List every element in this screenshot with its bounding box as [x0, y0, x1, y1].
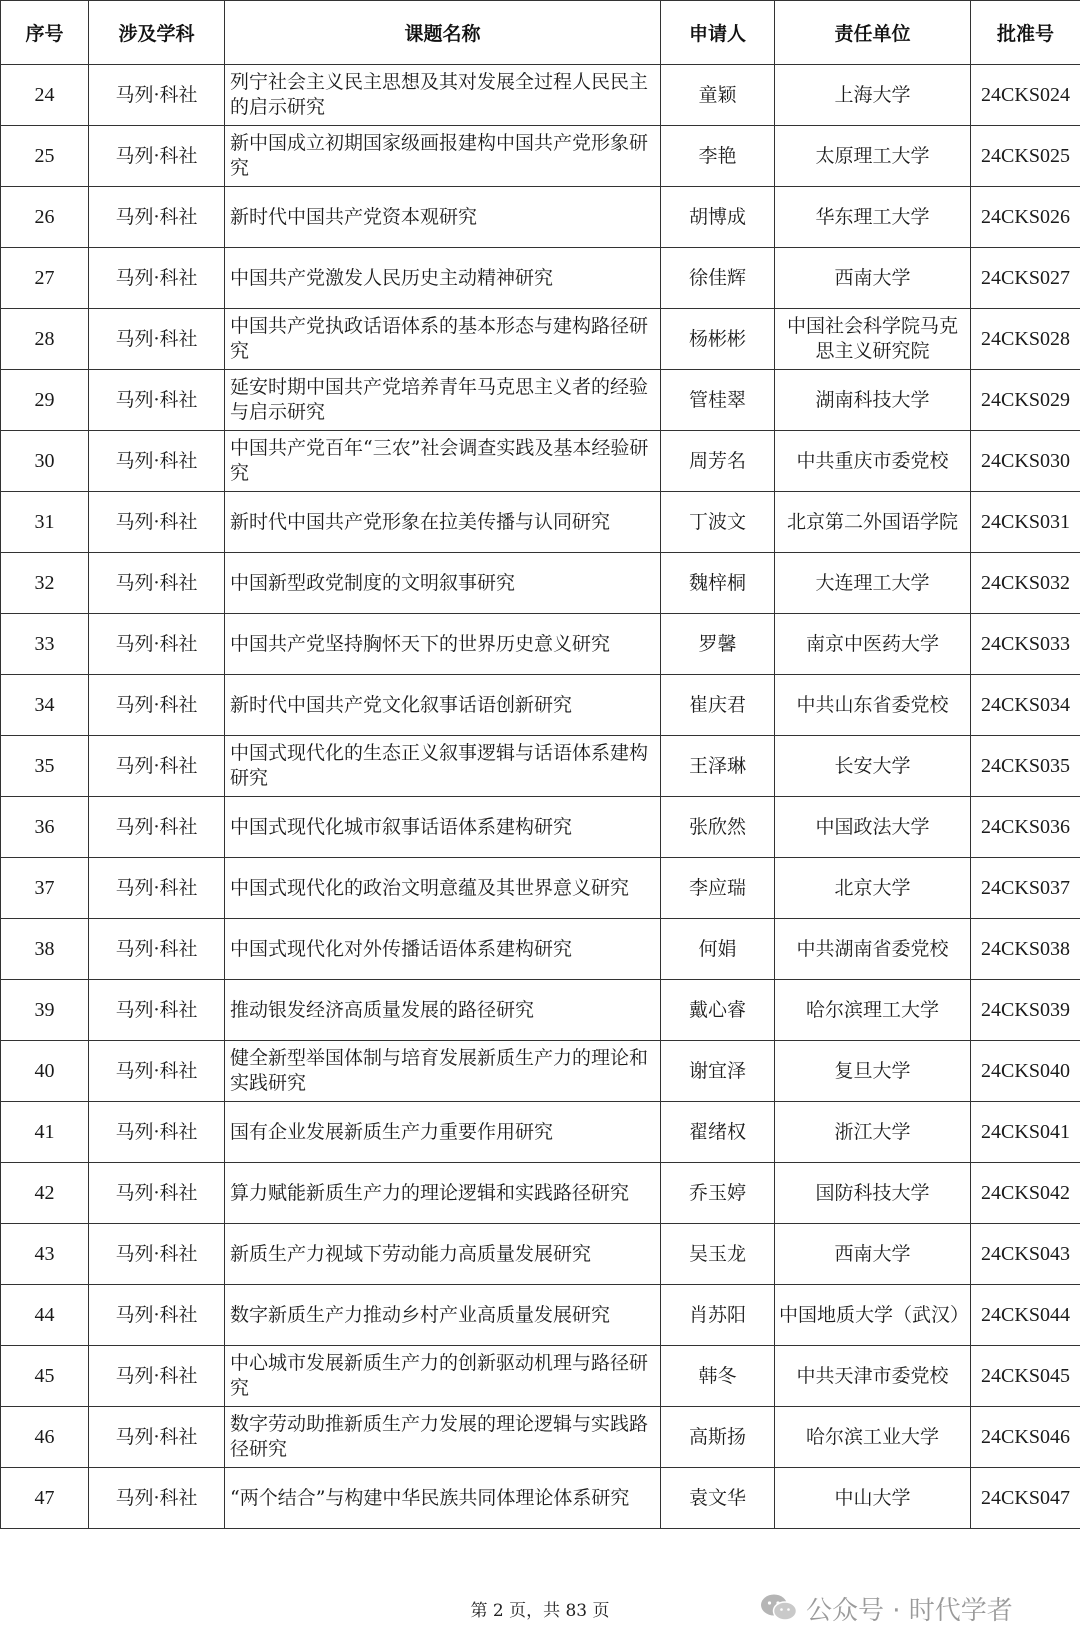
table-row	[1, 370, 1080, 431]
table-row	[1, 309, 1080, 370]
cell-unit: 中国地质大学（武汉）	[775, 1285, 971, 1346]
cell-applicant: 韩冬	[661, 1346, 775, 1407]
cell-subject: 马列·科社	[89, 309, 225, 370]
cell-unit: 中国社会科学院马克思主义研究院	[775, 309, 971, 370]
cell-unit: 中山大学	[775, 1468, 971, 1529]
cell-title: 数字新质生产力推动乡村产业高质量发展研究	[225, 1285, 661, 1346]
cell-title: 中国式现代化城市叙事话语体系建构研究	[225, 797, 661, 858]
cell-subject: 马列·科社	[89, 1346, 225, 1407]
cell-unit: 华东理工大学	[775, 187, 971, 248]
header-seq: 序号	[1, 1, 89, 65]
cell-title: 推动银发经济高质量发展的路径研究	[225, 980, 661, 1041]
cell-unit: 哈尔滨工业大学	[775, 1407, 971, 1468]
cell-subject: 马列·科社	[89, 675, 225, 736]
table-row	[1, 1102, 1080, 1163]
cell-title: 新时代中国共产党资本观研究	[225, 187, 661, 248]
cell-applicant: 吴玉龙	[661, 1224, 775, 1285]
cell-seq: 27	[1, 248, 89, 309]
cell-approval-no: 24CKS028	[971, 309, 1080, 370]
cell-unit: 长安大学	[775, 736, 971, 797]
cell-subject: 马列·科社	[89, 431, 225, 492]
cell-subject: 马列·科社	[89, 126, 225, 187]
cell-applicant: 翟绪权	[661, 1102, 775, 1163]
table-row	[1, 553, 1080, 614]
cell-subject: 马列·科社	[89, 919, 225, 980]
cell-approval-no: 24CKS040	[971, 1041, 1080, 1102]
cell-applicant: 崔庆君	[661, 675, 775, 736]
cell-seq: 41	[1, 1102, 89, 1163]
page-footer: 第 2 页，共 83 页	[0, 1596, 1080, 1621]
cell-seq: 32	[1, 553, 89, 614]
cell-approval-no: 24CKS037	[971, 858, 1080, 919]
cell-seq: 33	[1, 614, 89, 675]
cell-unit: 中共湖南省委党校	[775, 919, 971, 980]
cell-applicant: 肖苏阳	[661, 1285, 775, 1346]
cell-approval-no: 24CKS045	[971, 1346, 1080, 1407]
cell-seq: 35	[1, 736, 89, 797]
cell-applicant: 高斯扬	[661, 1407, 775, 1468]
cell-unit: 南京中医药大学	[775, 614, 971, 675]
cell-applicant: 徐佳辉	[661, 248, 775, 309]
cell-subject: 马列·科社	[89, 1041, 225, 1102]
cell-title: 中国共产党激发人民历史主动精神研究	[225, 248, 661, 309]
cell-applicant: 杨彬彬	[661, 309, 775, 370]
cell-seq: 47	[1, 1468, 89, 1529]
cell-subject: 马列·科社	[89, 614, 225, 675]
table-row	[1, 919, 1080, 980]
cell-unit: 中共天津市委党校	[775, 1346, 971, 1407]
cell-title: 新时代中国共产党形象在拉美传播与认同研究	[225, 492, 661, 553]
cell-approval-no: 24CKS025	[971, 126, 1080, 187]
cell-applicant: 张欣然	[661, 797, 775, 858]
table-row	[1, 492, 1080, 553]
cell-unit: 北京大学	[775, 858, 971, 919]
cell-title: 中国共产党执政话语体系的基本形态与建构路径研究	[225, 309, 661, 370]
cell-seq: 25	[1, 126, 89, 187]
cell-seq: 39	[1, 980, 89, 1041]
cell-approval-no: 24CKS041	[971, 1102, 1080, 1163]
cell-seq: 29	[1, 370, 89, 431]
cell-unit: 哈尔滨理工大学	[775, 980, 971, 1041]
cell-unit: 国防科技大学	[775, 1163, 971, 1224]
cell-approval-no: 24CKS036	[971, 797, 1080, 858]
cell-unit: 复旦大学	[775, 1041, 971, 1102]
cell-unit: 大连理工大学	[775, 553, 971, 614]
cell-approval-no: 24CKS024	[971, 65, 1080, 126]
cell-approval-no: 24CKS038	[971, 919, 1080, 980]
cell-seq: 31	[1, 492, 89, 553]
table-row	[1, 431, 1080, 492]
table-row	[1, 1346, 1080, 1407]
cell-subject: 马列·科社	[89, 492, 225, 553]
cell-subject: 马列·科社	[89, 1468, 225, 1529]
cell-unit: 太原理工大学	[775, 126, 971, 187]
cell-title: 中国共产党坚持胸怀天下的世界历史意义研究	[225, 614, 661, 675]
cell-title: 中国式现代化的生态正义叙事逻辑与话语体系建构研究	[225, 736, 661, 797]
table-row	[1, 736, 1080, 797]
cell-title: 算力赋能新质生产力的理论逻辑和实践路径研究	[225, 1163, 661, 1224]
cell-applicant: 童颖	[661, 65, 775, 126]
cell-approval-no: 24CKS033	[971, 614, 1080, 675]
cell-applicant: 李应瑞	[661, 858, 775, 919]
cell-seq: 36	[1, 797, 89, 858]
table-row	[1, 614, 1080, 675]
cell-title: 延安时期中国共产党培养青年马克思主义者的经验与启示研究	[225, 370, 661, 431]
cell-approval-no: 24CKS027	[971, 248, 1080, 309]
header-unit: 责任单位	[775, 1, 971, 65]
cell-title: 数字劳动助推新质生产力发展的理论逻辑与实践路径研究	[225, 1407, 661, 1468]
cell-approval-no: 24CKS047	[971, 1468, 1080, 1529]
cell-applicant: 乔玉婷	[661, 1163, 775, 1224]
cell-title: 新质生产力视域下劳动能力高质量发展研究	[225, 1224, 661, 1285]
cell-unit: 西南大学	[775, 248, 971, 309]
cell-subject: 马列·科社	[89, 1407, 225, 1468]
cell-approval-no: 24CKS035	[971, 736, 1080, 797]
cell-subject: 马列·科社	[89, 370, 225, 431]
cell-seq: 43	[1, 1224, 89, 1285]
cell-subject: 马列·科社	[89, 248, 225, 309]
cell-seq: 45	[1, 1346, 89, 1407]
table-row	[1, 126, 1080, 187]
cell-seq: 24	[1, 65, 89, 126]
cell-applicant: 谢宜泽	[661, 1041, 775, 1102]
cell-applicant: 何娟	[661, 919, 775, 980]
cell-subject: 马列·科社	[89, 1285, 225, 1346]
cell-applicant: 戴心睿	[661, 980, 775, 1041]
cell-applicant: 周芳名	[661, 431, 775, 492]
cell-subject: 马列·科社	[89, 980, 225, 1041]
table-header-row	[1, 1, 1080, 65]
cell-title: 中国新型政党制度的文明叙事研究	[225, 553, 661, 614]
cell-subject: 马列·科社	[89, 65, 225, 126]
cell-unit: 中国政法大学	[775, 797, 971, 858]
cell-applicant: 袁文华	[661, 1468, 775, 1529]
cell-title: 新时代中国共产党文化叙事话语创新研究	[225, 675, 661, 736]
table-row	[1, 248, 1080, 309]
cell-approval-no: 24CKS032	[971, 553, 1080, 614]
cell-subject: 马列·科社	[89, 1163, 225, 1224]
cell-subject: 马列·科社	[89, 1102, 225, 1163]
cell-approval-no: 24CKS034	[971, 675, 1080, 736]
cell-title: 国有企业发展新质生产力重要作用研究	[225, 1102, 661, 1163]
cell-unit: 中共山东省委党校	[775, 675, 971, 736]
table-row	[1, 980, 1080, 1041]
header-applicant: 申请人	[661, 1, 775, 65]
table-row	[1, 1163, 1080, 1224]
cell-seq: 46	[1, 1407, 89, 1468]
cell-unit: 上海大学	[775, 65, 971, 126]
cell-subject: 马列·科社	[89, 797, 225, 858]
watermark-text: 公众号 · 时代学者	[806, 1590, 1013, 1627]
cell-applicant: 胡博成	[661, 187, 775, 248]
cell-title: 新中国成立初期国家级画报建构中国共产党形象研究	[225, 126, 661, 187]
cell-unit: 北京第二外国语学院	[775, 492, 971, 553]
cell-applicant: 王泽琳	[661, 736, 775, 797]
cell-subject: 马列·科社	[89, 858, 225, 919]
cell-approval-no: 24CKS026	[971, 187, 1080, 248]
cell-title: 中心城市发展新质生产力的创新驱动机理与路径研究	[225, 1346, 661, 1407]
table-row	[1, 1407, 1080, 1468]
cell-approval-no: 24CKS046	[971, 1407, 1080, 1468]
cell-seq: 28	[1, 309, 89, 370]
cell-seq: 38	[1, 919, 89, 980]
table-row	[1, 1041, 1080, 1102]
table-row	[1, 858, 1080, 919]
cell-applicant: 罗馨	[661, 614, 775, 675]
cell-approval-no: 24CKS029	[971, 370, 1080, 431]
cell-approval-no: 24CKS039	[971, 980, 1080, 1041]
cell-unit: 湖南科技大学	[775, 370, 971, 431]
table-row	[1, 675, 1080, 736]
cell-approval-no: 24CKS043	[971, 1224, 1080, 1285]
cell-title: “两个结合”与构建中华民族共同体理论体系研究	[225, 1468, 661, 1529]
table-row	[1, 1224, 1080, 1285]
cell-title: 列宁社会主义民主思想及其对发展全过程人民民主的启示研究	[225, 65, 661, 126]
cell-seq: 42	[1, 1163, 89, 1224]
table-body	[1, 65, 1080, 1529]
cell-approval-no: 24CKS031	[971, 492, 1080, 553]
cell-seq: 37	[1, 858, 89, 919]
cell-subject: 马列·科社	[89, 736, 225, 797]
cell-subject: 马列·科社	[89, 553, 225, 614]
header-title: 课题名称	[225, 1, 661, 65]
table-row	[1, 1468, 1080, 1529]
cell-subject: 马列·科社	[89, 187, 225, 248]
cell-applicant: 丁波文	[661, 492, 775, 553]
cell-subject: 马列·科社	[89, 1224, 225, 1285]
cell-applicant: 李艳	[661, 126, 775, 187]
header-approval-no: 批准号	[971, 1, 1080, 65]
cell-seq: 30	[1, 431, 89, 492]
table-row	[1, 65, 1080, 126]
cell-title: 健全新型举国体制与培育发展新质生产力的理论和实践研究	[225, 1041, 661, 1102]
cell-unit: 中共重庆市委党校	[775, 431, 971, 492]
cell-approval-no: 24CKS030	[971, 431, 1080, 492]
cell-approval-no: 24CKS044	[971, 1285, 1080, 1346]
cell-title: 中国共产党百年“三农”社会调查实践及基本经验研究	[225, 431, 661, 492]
cell-seq: 34	[1, 675, 89, 736]
header-subject: 涉及学科	[89, 1, 225, 65]
cell-seq: 40	[1, 1041, 89, 1102]
cell-title: 中国式现代化对外传播话语体系建构研究	[225, 919, 661, 980]
cell-seq: 44	[1, 1285, 89, 1346]
cell-applicant: 魏梓桐	[661, 553, 775, 614]
cell-title: 中国式现代化的政治文明意蕴及其世界意义研究	[225, 858, 661, 919]
cell-unit: 浙江大学	[775, 1102, 971, 1163]
cell-seq: 26	[1, 187, 89, 248]
cell-unit: 西南大学	[775, 1224, 971, 1285]
table-row	[1, 187, 1080, 248]
table-row	[1, 797, 1080, 858]
table-row	[1, 1285, 1080, 1346]
cell-approval-no: 24CKS042	[971, 1163, 1080, 1224]
cell-applicant: 管桂翠	[661, 370, 775, 431]
